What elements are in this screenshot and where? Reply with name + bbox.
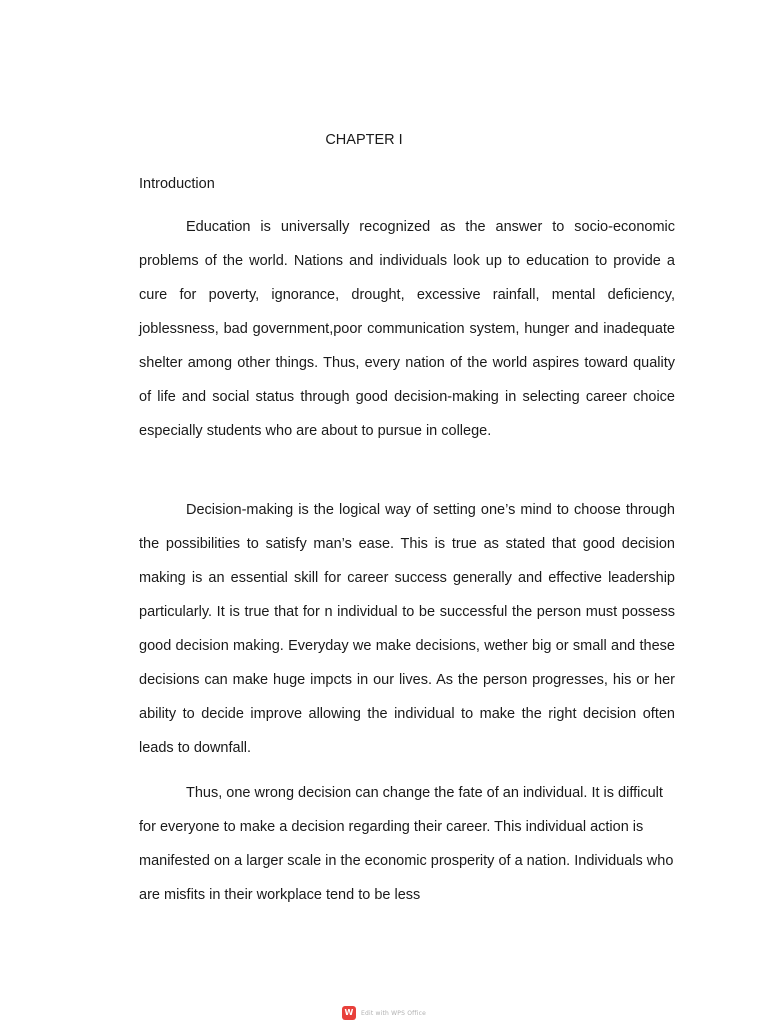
- wps-footer[interactable]: [0, 1006, 768, 1020]
- paragraph-2: Decision-making is the logical way of setting one’s mind to choose through the possibilities to satisfy man’s ease. This is true as stated that good decision making is an essential skill for career success generally and effective leadership particularly. It is true that for n individual to be successful the person must possess good decision making. Everyday we make decisions, wether big or small and these decisions can make huge impcts in our lives. As the person progresses, his or her ability to decide improve allowing the individual to make the right decision often leads to downfall.: [139, 502, 675, 756]
- footer-text: Edit with WPS Office: [360, 1009, 427, 1017]
- section-heading: Introduction: [139, 176, 215, 192]
- paragraph-1: Education is universally recognized as the answer to socio-economic problems of the world. Nations and individuals look up to education to provide a cure for poverty, ignorance, drought, excessive rainfall, mental deficiency, joblessness, bad government,poor communication system, hunger and inadequate shelter among other things. Thus, every nation of the world aspires toward quality of life and social status through good decision-making in selecting career choice especially students who are about to pursue in college.: [139, 219, 675, 439]
- wps-office-icon: W: [342, 1006, 356, 1020]
- chapter-title: CHAPTER I: [325, 132, 403, 148]
- paragraph-3: Thus, one wrong decision can change the fate of an individual. It is difficult for everyone to make a decision regarding their career. This individual action is manifested on a larger scale in the economic prosperity of a nation. Individuals who are misfits in their workplace tend to be less: [139, 785, 674, 903]
